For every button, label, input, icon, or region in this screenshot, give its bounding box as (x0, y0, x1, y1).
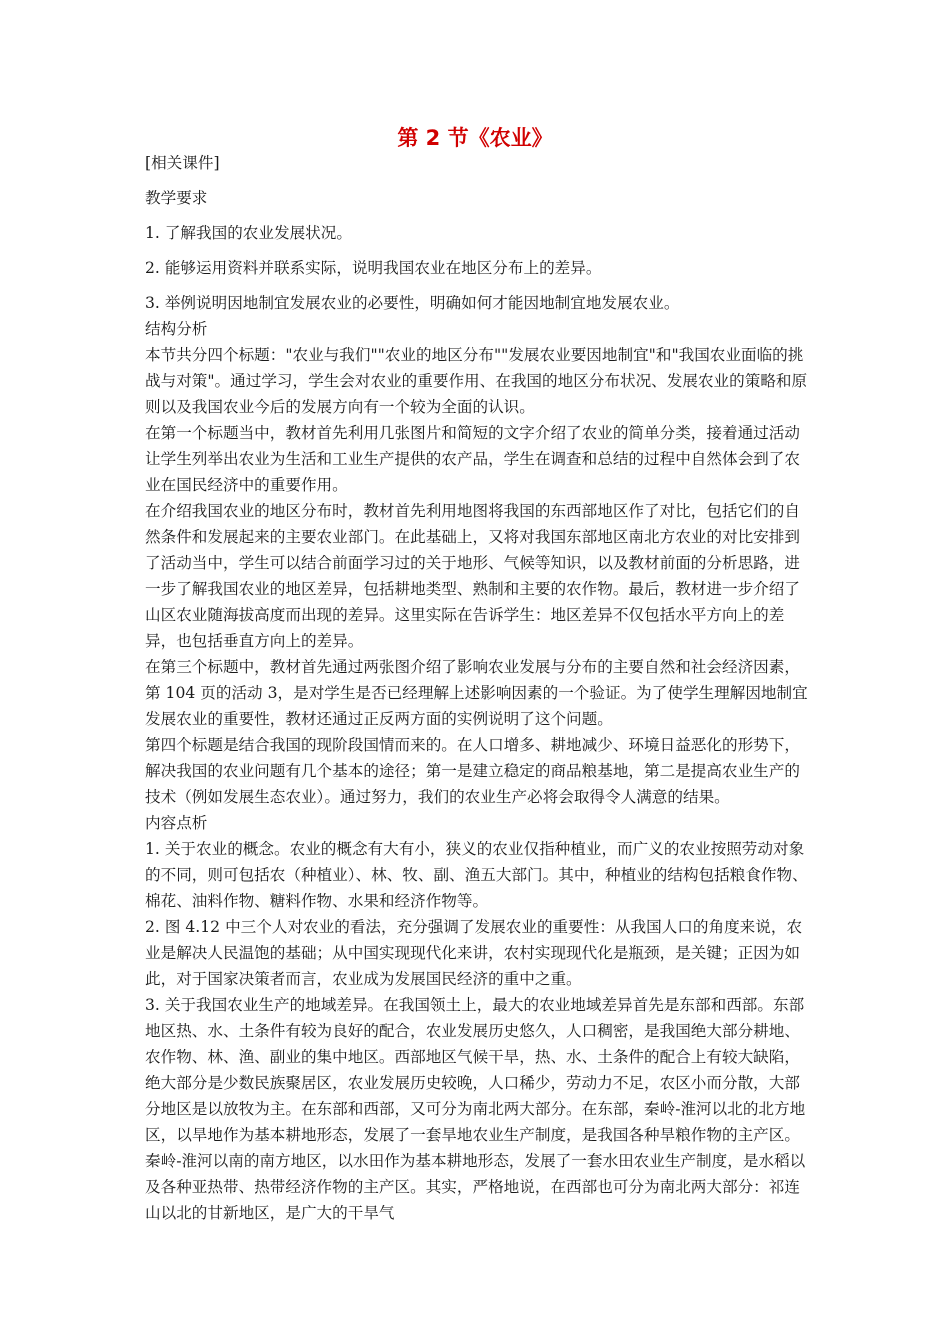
section-heading-structure-analysis: 结构分析 (145, 320, 208, 338)
content-point: 1. 关于农业的概念。农业的概念有大有小，狭义的农业仅指种植业，而广义的农业按照劳动对象的不同，则可包括农（种植业）、林、牧、副、渔五大部门。其中，种植业的结构包括粮食作物、棉花、油料作物、糖料作物、水果和经济作物等。 (145, 840, 808, 910)
paragraph: 在介绍我国农业的地区分布时，教材首先利用地图将我国的东西部地区作了对比，包括它们的自然条件和发展起来的主要农业部门。在此基础上，又将对我国东部地区南北方农业的对比安排到了活动当中，学生可以结合前面学习过的关于地形、气候等知识，以及教材前面的分析思路，进一步了解我国农业的地区差异，包括耕地类型、熟制和主要的农作物。最后，教材进一步介绍了山区农业随海拔高度而出现的差异。这里实际在告诉学生：地区差异不仅包括水平方向上的差异，也包括垂直方向上的差异。 (145, 502, 800, 650)
page-title: 第 2 节《农业》 (397, 126, 553, 150)
paragraph: 第四个标题是结合我国的现阶段国情而来的。在人口增多、耕地减少、环境日益恶化的形势下，解决我国的农业问题有几个基本的途径；第一是建立稳定的商品粮基地，第二是提高农业生产的技术（例如发展生态农业）。通过努力，我们的农业生产必将会取得令人满意的结果。 (145, 736, 800, 806)
category-tag: [相关课件] (145, 154, 220, 172)
content-point: 2. 图 4.12 中三个人对农业的看法，充分强调了发展农业的重要性：从我国人口的角度来说，农业是解决人民温饱的基础；从中国实现现代化来讲，农村实现现代化是瓶颈，是关键；正因为如此，对于国家决策者而言，农业成为发展国民经济的重中之重。 (145, 918, 803, 988)
document-body (145, 150, 810, 1226)
section-heading-content-analysis: 内容点析 (145, 814, 208, 832)
paragraph: 本节共分四个标题："农业与我们""农业的地区分布""发展农业要因地制宜"和"我国农业面临的挑战与对策"。通过学习，学生会对农业的重要作用、在我国的地区分布状况、发展农业的策略和原则以及我国农业今后的发展方向有一个较为全面的认识。 (145, 346, 808, 416)
requirement-item: 2. 能够运用资料并联系实际，说明我国农业在地区分布上的差异。 (145, 259, 602, 277)
paragraph: 在第一个标题当中，教材首先利用几张图片和简短的文字介绍了农业的简单分类，接着通过活动让学生列举出农业为生活和工业生产提供的农产品，学生在调查和总结的过程中自然体会到了农业在国民经济中的重要作用。 (145, 424, 800, 494)
requirement-item: 1. 了解我国的农业发展状况。 (145, 224, 352, 242)
content-point: 3. 关于我国农业生产的地域差异。在我国领土上，最大的农业地域差异首先是东部和西部。东部地区热、水、土条件有较为良好的配合，农业发展历史悠久，人口稠密，是我国绝大部分耕地、农作物、林、渔、副业的集中地区。西部地区气候干旱，热、水、土条件的配合上有较大缺陷，绝大部分是少数民族聚居区，农业发展历史较晚，人口稀少，劳动力不足，农区小而分散，大部分地区是以放牧为主。在东部和西部，又可分为南北两大部分。在东部，秦岭-淮河以北的北方地区，以旱地作为基本耕地形态，发展了一套旱地农业生产制度，是我国各种旱粮作物的主产区。秦岭-淮河以南的南方地区，以水田作为基本耕地形态，发展了一套水田农业生产制度，是水稻以及各种亚热带、热带经济作物的主产区。其实，严格地说，在西部也可分为南北两大部分：祁连山以北的甘新地区，是广大的干旱气 (145, 996, 806, 1222)
paragraph: 在第三个标题中，教材首先通过两张图介绍了影响农业发展与分布的主要自然和社会经济因素，第 104 页的活动 3，是对学生是否已经理解上述影响因素的一个验证。为了使学生理解因地制宜发展农业的重要性，教材还通过正反两方面的实例说明了这个问题。 (145, 658, 808, 728)
requirement-item: 3. 举例说明因地制宜发展农业的必要性，明确如何才能因地制宜地发展农业。 (145, 294, 680, 312)
section-heading-teaching-requirements: 教学要求 (145, 189, 208, 207)
